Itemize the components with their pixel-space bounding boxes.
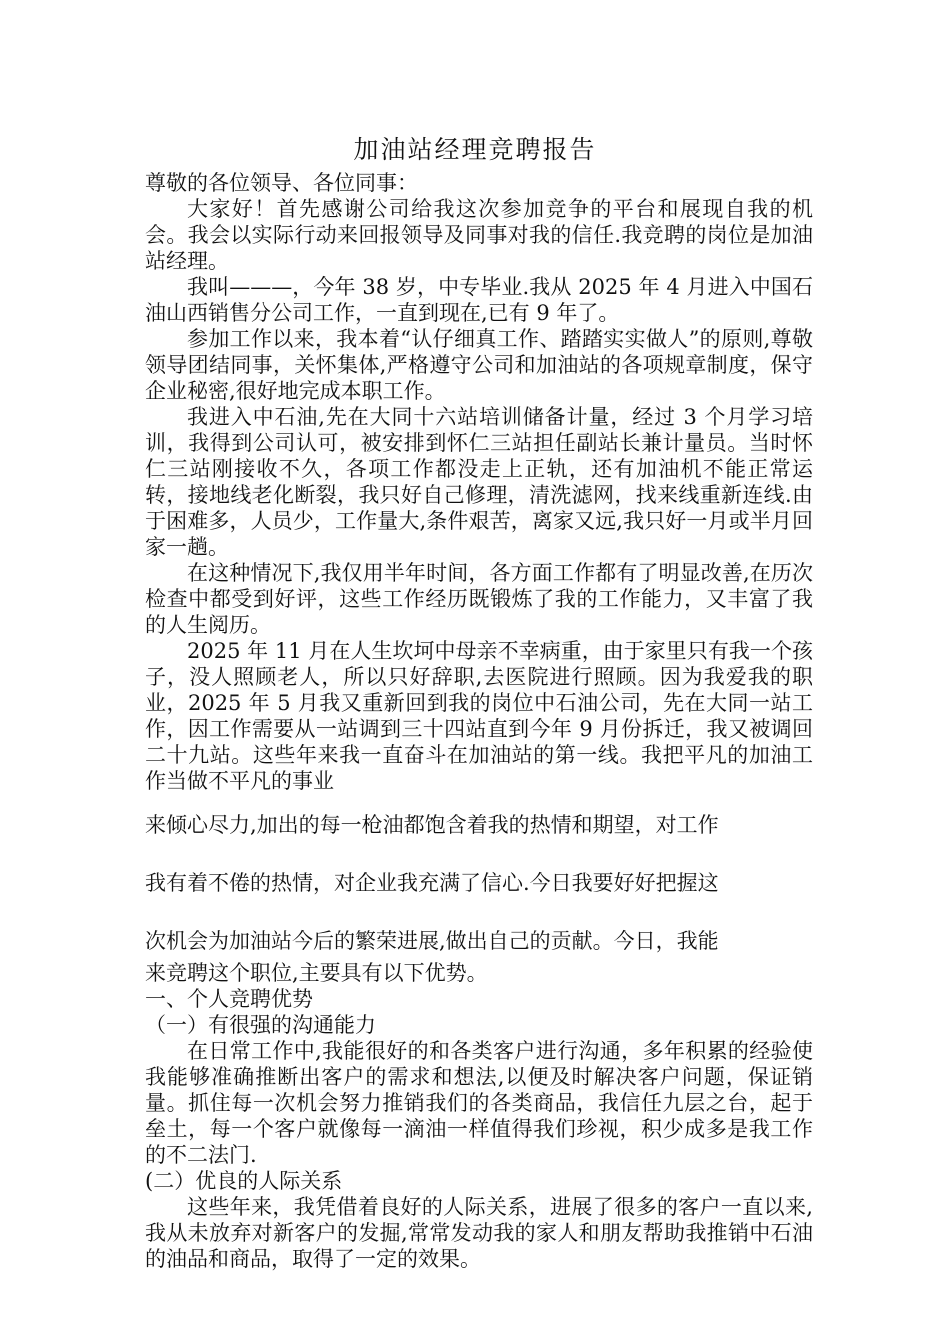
paragraph-career-history-line-3: 我有着不倦的热情，对企业我充满了信心.今日我要好好把握这: [145, 871, 719, 895]
paragraph-work-attitude: 参加工作以来，我本着“认仔细真工作、踏踏实实做人”的原则,尊敬领导团结同事，关怀集体,严格遵守公司和加油站的各项规章制度，保守企业秘密,很好地完成本职工作。: [145, 327, 813, 403]
paragraph-relationships: 这些年来，我凭借着良好的人际关系，进展了很多的客户一直以来,我从未放弃对新客户的发掘,常常发动我的家人和朋友帮助我推销中石油的油品和商品，取得了一定的效果。: [145, 1195, 813, 1271]
paragraph-career-history-line-2: 来倾心尽力,加出的每一枪油都饱含着我的热情和期望，对工作: [145, 813, 719, 837]
paragraph-intro: 大家好！首先感谢公司给我这次参加竞争的平台和展现自我的机会。我会以实际行动来回报领导及同事对我的信任.我竞聘的岗位是加油站经理。: [145, 197, 813, 273]
document-title: 加油站经理竞聘报告: [353, 135, 597, 164]
paragraph-career-history: 2025 年 11 月在人生坎坷中母亲不幸病重，由于家里只有我一个孩子，没人照顾老人，所以只好辞职,去医院进行照顾。因为我爱我的职业，2025 年 5 月我又重新回到我的岗位中石油公司，先在大同一站工作，因工作需要从一站调到三十四站直到今年 9 月份拆迁，我又被调回二十九站。这些年来我一直奋斗在加油站的第一线。我把平凡的加油工作当做不平凡的事业: [145, 639, 813, 793]
paragraph-self-introduction: 我叫———，今年 38 岁，中专毕业.我从 2025 年 4 月进入中国石油山西销售分公司工作，一直到现在,已有 9 年了。: [145, 275, 813, 325]
subheading-communication: （一）有很强的沟通能力: [145, 1013, 376, 1037]
salutation: 尊敬的各位领导、各位同事：: [145, 171, 418, 195]
paragraph-early-career: 我进入中石油,先在大同十六站培训储备计量，经过 3 个月学习培训，我得到公司认可，被安排到怀仁三站担任副站长兼计量员。当时怀仁三站刚接收不久，各项工作都没走上正轨，还有加油机不能正常运转，接地线老化断裂，我只好自己修理，清洗滤网，找来线重新连线.由于困难多，人员少，工作量大,条件艰苦，离家又远,我只好一月或半月回家一趟。: [145, 405, 813, 559]
section-heading-advantages: 一、个人竞聘优势: [145, 987, 313, 1011]
subheading-relationships: (二）优良的人际关系: [145, 1169, 343, 1193]
paragraph-achievements: 在这种情况下,我仅用半年时间，各方面工作都有了明显改善,在历次检查中都受到好评，这些工作经历既锻炼了我的工作能力，又丰富了我的人生阅历。: [145, 561, 813, 637]
document-body: [145, 170, 813, 1272]
paragraph-career-history-line-4: 次机会为加油站今后的繁荣进展,做出自己的贡献。今日，我能: [145, 929, 719, 953]
paragraph-communication: 在日常工作中,我能很好的和各类客户进行沟通，多年积累的经验使我能够准确推断出客户的需求和想法,以便及时解决客户问题，保证销量。抓住每一次机会努力推销我们的各类商品，我信任九层之台，起于垒土，每一个客户就像每一滴油一样值得我们珍视，积少成多是我工作的不二法门.: [145, 1039, 813, 1167]
paragraph-career-history-line-5: 来竞聘这个职位,主要具有以下优势。: [145, 961, 488, 985]
